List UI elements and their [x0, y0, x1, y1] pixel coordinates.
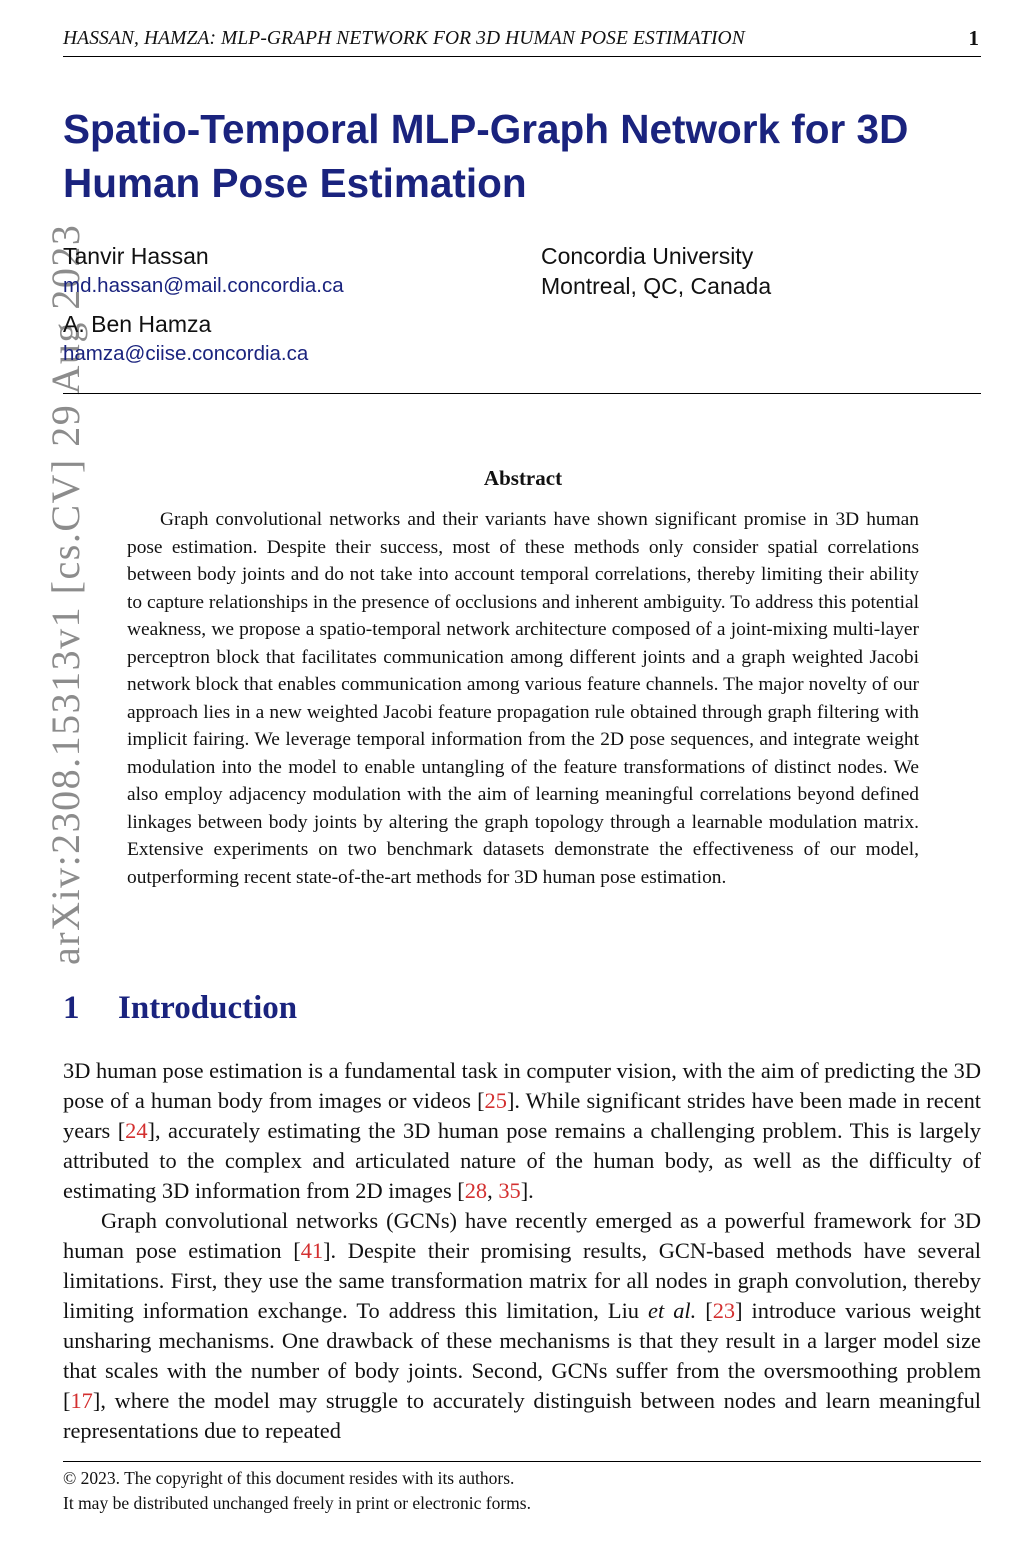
footnote-line-1: © 2023. The copyright of this document resides with its authors. [63, 1468, 515, 1488]
intro-paragraph-2: Graph convolutional networks (GCNs) have recently emerged as a powerful framework for 3D human pose estimation [41]. Despite their promising results, GCN-based methods have several limitations. First, they use the same transformation matrix for all nodes in graph convolution, thereby limiting information exchange. To address this limitation, Liu et al. [23] introduce various weight unsharing mechanisms. One drawback of these mechanisms is that they result in a larger model size that scales with the number of body joints. Second, GCNs suffer from the oversmoothing problem [17], where the model may struggle to accurately distinguish between nodes and learn meaningful representations due to repeated [63, 1208, 981, 1443]
author-email-link[interactable]: md.hassan@mail.concordia.ca [63, 274, 344, 297]
citation-link[interactable]: 35 [498, 1178, 521, 1203]
running-title: HASSAN, HAMZA: MLP-GRAPH NETWORK FOR 3D HUMAN POSE ESTIMATION [63, 28, 745, 49]
title-divider [63, 393, 981, 394]
citation-link[interactable]: 23 [712, 1298, 736, 1323]
affiliation-line-1: Concordia University [541, 243, 754, 269]
arxiv-stamp: arXiv:2308.15313v1 [cs.CV] 29 Aug 2023 [43, 223, 88, 965]
affiliation-line-2: Montreal, QC, Canada [541, 273, 772, 299]
section-number: 1 [63, 990, 80, 1026]
author-name: Tanvir Hassan [63, 243, 209, 269]
footnote-line-2: It may be distributed unchanged freely in print or electronic forms. [63, 1493, 531, 1513]
paper-title [63, 102, 993, 210]
citation-link[interactable]: 17 [70, 1388, 93, 1413]
citation-link[interactable]: 41 [300, 1238, 324, 1263]
author-email-link[interactable]: hamza@ciise.concordia.ca [63, 342, 309, 365]
intro-paragraph-1: 3D human pose estimation is a fundamental task in computer vision, with the aim of predicting the 3D pose of a human body from images or videos [25]. While significant strides have been made in recent years [24], accurately estimating the 3D human pose remains a challenging problem. This is largely attributed to the complex and articulated nature of the human body, as well as the difficulty of estimating 3D information from 2D images [28, 35]. [63, 1058, 981, 1203]
et-al: et al. [648, 1298, 697, 1323]
copyright-footnote [63, 1461, 981, 1516]
citation-link[interactable]: 24 [125, 1118, 148, 1143]
citation-link[interactable]: 28 [464, 1178, 488, 1203]
citation-link[interactable]: 25 [484, 1088, 507, 1113]
author-block-2 [63, 309, 308, 369]
title-line-2: Human Pose Estimation [63, 160, 527, 206]
page-number: 1 [968, 26, 979, 50]
affiliation-block [541, 241, 771, 301]
author-block-1 [63, 241, 344, 301]
running-header [63, 26, 981, 57]
abstract-text: Graph convolutional networks and their variants have shown significant promise in 3D human pose estimation. Despite their success, most of these methods only consider spatial correlations between body joints and do not take into account temporal correlations, thereby limiting their ability to capture relationships in the presence of occlusions and inherent ambiguity. To address this potential weakness, we propose a spatio-temporal network architecture composed of a joint-mixing multi-layer perceptron block that facilitates communication among different joints and a graph weighted Jacobi network block that enables communication among various feature channels. The major novelty of our approach lies in a new weighted Jacobi feature propagation rule obtained through graph filtering with implicit fairing. We leverage temporal information from the 2D pose sequences, and integrate weight modulation into the model to enable untangling of the feature transformations of distinct nodes. We also employ adjacency modulation with the aim of learning meaningful correlations beyond defined linkages between body joints by altering the graph topology through a learnable modulation matrix. Extensive experiments on two benchmark datasets demonstrate the effectiveness of our model, outperforming recent state-of-the-art methods for 3D human pose estimation. [127, 509, 919, 888]
abstract-heading: Abstract [483, 466, 563, 490]
section-heading-introduction [63, 990, 297, 1027]
section-title: Introduction [118, 990, 298, 1026]
author-name: A. Ben Hamza [63, 311, 212, 337]
title-line-1: Spatio-Temporal MLP-Graph Network for 3D [63, 106, 909, 152]
